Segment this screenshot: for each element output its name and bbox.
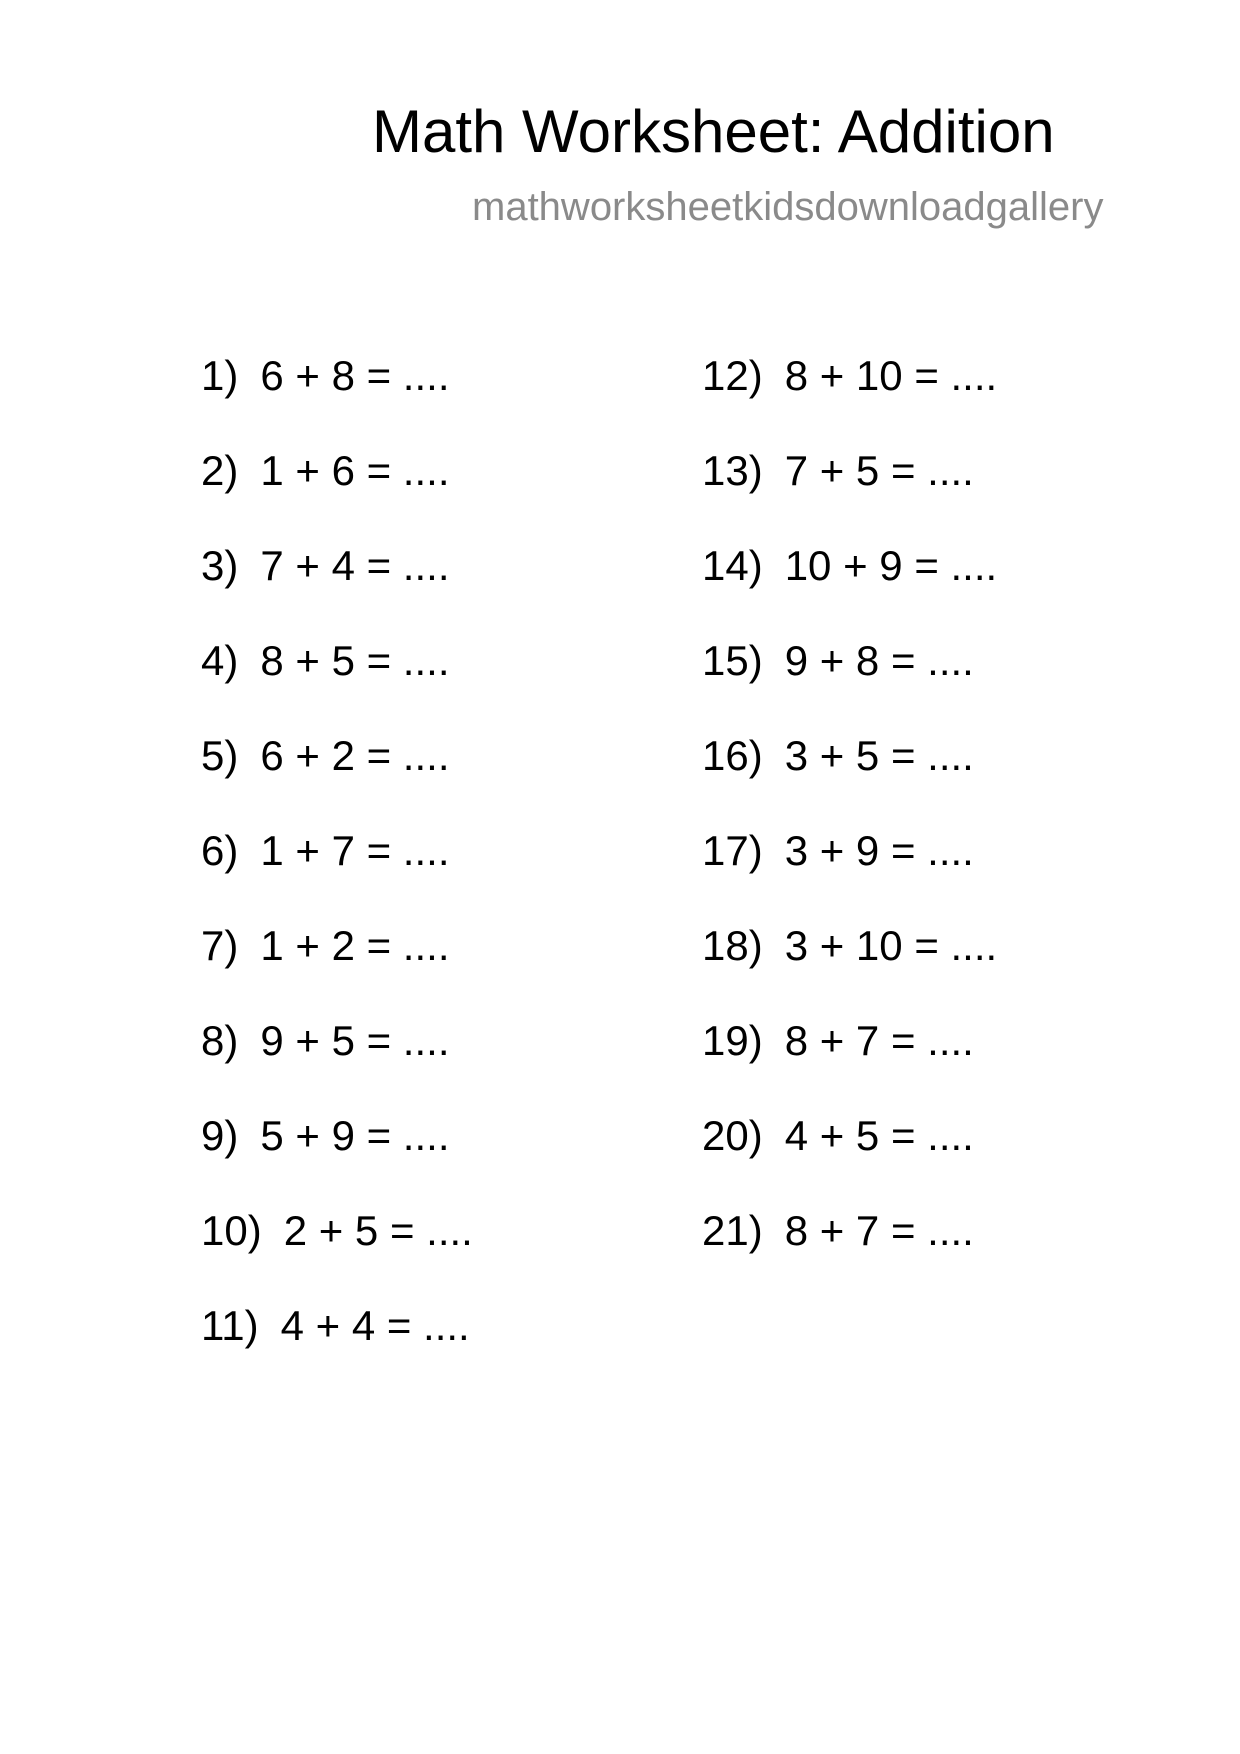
problem-expression: 1 + 2 = .... xyxy=(260,922,450,969)
problem-number: 20) xyxy=(702,1112,763,1159)
problem-item xyxy=(201,1110,449,1162)
problem-item xyxy=(201,730,449,782)
problem-expression: 8 + 7 = .... xyxy=(784,1017,974,1064)
problem-item xyxy=(702,540,997,592)
problem-item xyxy=(201,1205,473,1257)
problem-item xyxy=(702,350,997,402)
problem-number: 11) xyxy=(201,1302,259,1349)
problem-expression: 1 + 7 = .... xyxy=(260,827,450,874)
problem-number: 14) xyxy=(702,542,763,589)
problem-expression: 1 + 6 = .... xyxy=(260,447,450,494)
problem-number: 3) xyxy=(201,542,239,589)
problem-expression: 5 + 9 = .... xyxy=(260,1112,450,1159)
worksheet-title: Math Worksheet: Addition xyxy=(372,98,1055,165)
problem-item xyxy=(201,825,449,877)
problem-number: 5) xyxy=(201,732,239,779)
problem-number: 18) xyxy=(702,922,763,969)
problem-number: 2) xyxy=(201,447,239,494)
problem-expression: 10 + 9 = .... xyxy=(784,542,998,589)
problem-item xyxy=(702,1205,974,1257)
problem-item xyxy=(702,920,997,972)
problem-number: 10) xyxy=(201,1207,262,1254)
problem-expression: 3 + 9 = .... xyxy=(784,827,974,874)
problem-number: 13) xyxy=(702,447,763,494)
problem-expression: 7 + 4 = .... xyxy=(260,542,450,589)
problem-number: 9) xyxy=(201,1112,239,1159)
problem-item xyxy=(201,920,449,972)
problem-number: 16) xyxy=(702,732,763,779)
problem-item xyxy=(702,1110,974,1162)
problem-item xyxy=(201,350,449,402)
problem-item xyxy=(702,1015,974,1067)
problem-expression: 3 + 5 = .... xyxy=(784,732,974,779)
problem-expression: 6 + 8 = .... xyxy=(260,352,450,399)
problem-number: 8) xyxy=(201,1017,239,1064)
problem-expression: 4 + 5 = .... xyxy=(784,1112,974,1159)
problem-expression: 7 + 5 = .... xyxy=(784,447,974,494)
problem-number: 7) xyxy=(201,922,239,969)
problem-expression: 8 + 5 = .... xyxy=(260,637,450,684)
problem-item xyxy=(201,635,449,687)
problem-item xyxy=(702,635,974,687)
problem-item xyxy=(201,1300,470,1352)
problem-item xyxy=(702,825,974,877)
problem-expression: 9 + 8 = .... xyxy=(784,637,974,684)
problem-number: 21) xyxy=(702,1207,763,1254)
problem-item xyxy=(201,445,449,497)
problem-expression: 4 + 4 = .... xyxy=(280,1302,470,1349)
problem-expression: 8 + 10 = .... xyxy=(784,352,998,399)
problem-expression: 9 + 5 = .... xyxy=(260,1017,450,1064)
problem-expression: 8 + 7 = .... xyxy=(784,1207,974,1254)
problem-expression: 6 + 2 = .... xyxy=(260,732,450,779)
problem-number: 19) xyxy=(702,1017,763,1064)
problem-expression: 3 + 10 = .... xyxy=(784,922,998,969)
problem-number: 1) xyxy=(201,352,239,399)
problem-item xyxy=(201,540,449,592)
problem-number: 12) xyxy=(702,352,763,399)
problem-number: 15) xyxy=(702,637,763,684)
problem-item xyxy=(702,730,974,782)
problem-item xyxy=(201,1015,449,1067)
worksheet-subtitle: mathworksheetkidsdownloadgallery xyxy=(472,185,1104,229)
problem-number: 6) xyxy=(201,827,239,874)
problem-expression: 2 + 5 = .... xyxy=(283,1207,473,1254)
problem-number: 17) xyxy=(702,827,763,874)
problem-item xyxy=(702,445,974,497)
problem-number: 4) xyxy=(201,637,239,684)
